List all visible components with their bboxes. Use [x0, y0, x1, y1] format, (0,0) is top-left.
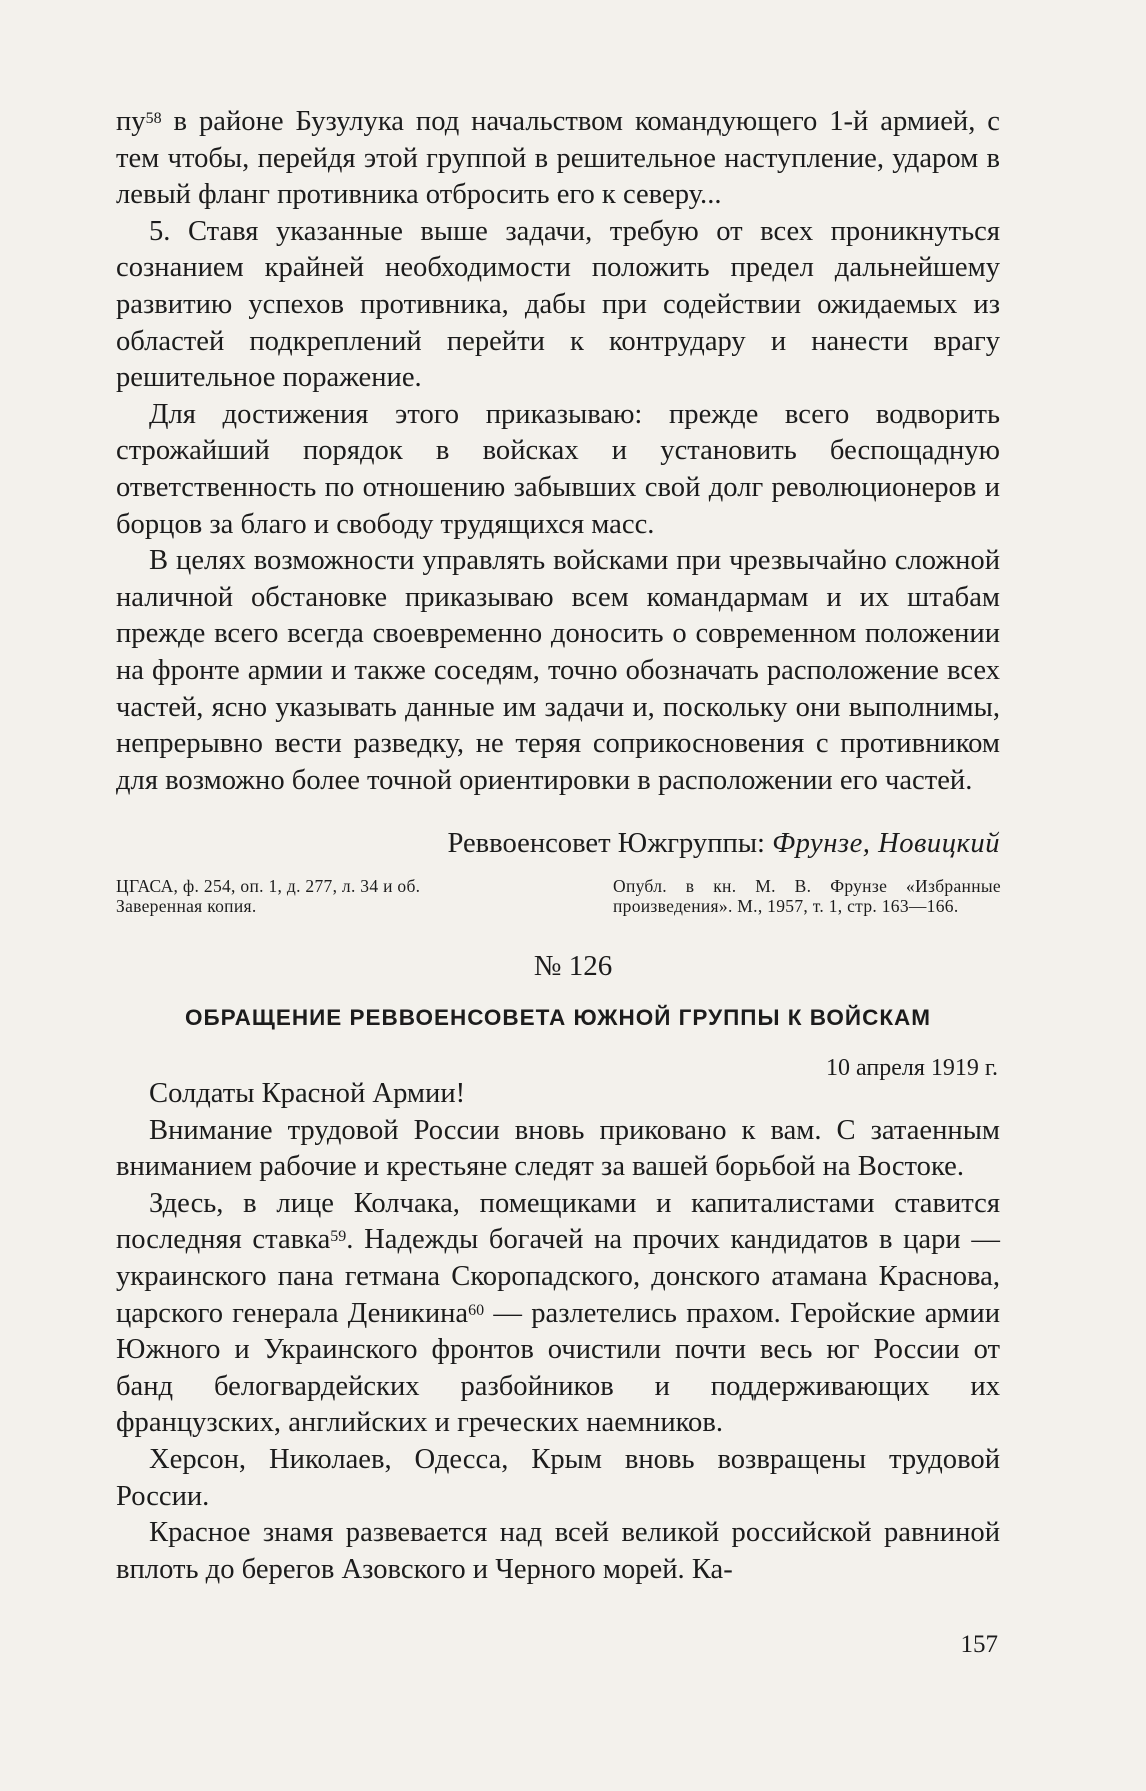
document-number: № 126 — [533, 950, 613, 982]
paragraph-order: Для достижения этого приказываю: прежде всего водворить строжайший порядок в войсках и установить беспощадную ответственность по отношению забывших свой долг революционеров и борцов за благо и свободу трудящихся масс. — [116, 398, 1000, 540]
salutation: Солдаты Красной Армии! — [149, 1078, 466, 1109]
page-number: 157 — [960, 1631, 998, 1658]
paragraph-kolchak: Здесь, в лице Колчака, помещиками и капиталистами ставится последняя ставка$^{59}$. Надежды богачей на прочих кандидатов в цари — украинского пана гетмана Скоропадского, донского атамана Краснова, царского генерала Деникина$^{60}$ — разлетелись прахом. Геройские армии Южного и Украинского фронтов очистили почти весь юг России от банд белогвардейских разбойников и поддерживающих их французских, английских и греческих наемников. — [116, 1187, 1000, 1439]
paragraph-continuation: $пу^{58}$ в районе Бузулука под начальством командующего 1-й армией, с тем чтобы, перейдя этой группой в решительное наступление, ударом в левый фланг противника отбросить его к северу... — [116, 106, 1000, 211]
paragraph-red-banner: Красное знамя развевается над всей великой российской равниной вплоть до берегов Азовского и Черного морей. Ка- — [116, 1517, 1000, 1585]
footnote-ref-60: 60 — [468, 1301, 485, 1319]
document-title: ОБРАЩЕНИЕ РЕВВОЕНСОВЕТА ЮЖНОЙ ГРУППЫ К ВОЙСКАМ — [184, 1005, 932, 1030]
publication-source: Опубл. в кн. М. В. Фрунзе «Избранные произведения». М., 1957, т. 1, стр. 163—166. — [613, 876, 1001, 916]
archive-source: ЦГАСА, ф. 254, оп. 1, д. 277, л. 34 и об. Заверенная копия. — [116, 876, 421, 916]
paragraph-command: В целях возможности управлять войсками при чрезвычайно сложной наличной обстановке приказываю всем командармам и их штабам прежде всего всегда своевременно доносить о современном положении на фронте армии и также соседям, точно обозначать расположение всех частей, ясно указывать данные им задачи и, поскольку они выполнимы, непрерывно вести разведку, не теряя соприкосновения с противником для возможно более точной ориентировки в расположении его частей. — [116, 545, 1000, 796]
document-date: 10 апреля 1919 г. — [826, 1055, 998, 1081]
footnote-ref-58: 58 — [145, 110, 162, 127]
signature-line: Реввоенсовет Южгруппы: Фрунзе, Новицкий — [447, 828, 1000, 859]
top-text-block — [116, 104, 1000, 799]
footnote-ref-59: 59 — [330, 1228, 347, 1246]
paragraph-cities: Херсон, Николаев, Одесса, Крым вновь возвращены трудовой России. — [116, 1443, 1000, 1512]
paragraph-point-5: 5. Ставя указанные выше задачи, требую от всех проникнуться сознанием крайней необходимости положить предел дальнейшему развитию успехов противника, дабы при содействии ожидаемых из областей подкреплений перейти к контрудару и нанести врагу решительное поражение. — [116, 215, 1000, 394]
paragraph-attention: Внимание трудовой России вновь приковано к вам. С затаенным вниманием рабочие и крестьяне следят за вашей борьбой на Востоке. — [116, 1114, 1000, 1183]
appeal-text-block — [116, 1076, 1000, 1588]
signature-names: Фрунзе, Новицкий — [772, 828, 1000, 859]
